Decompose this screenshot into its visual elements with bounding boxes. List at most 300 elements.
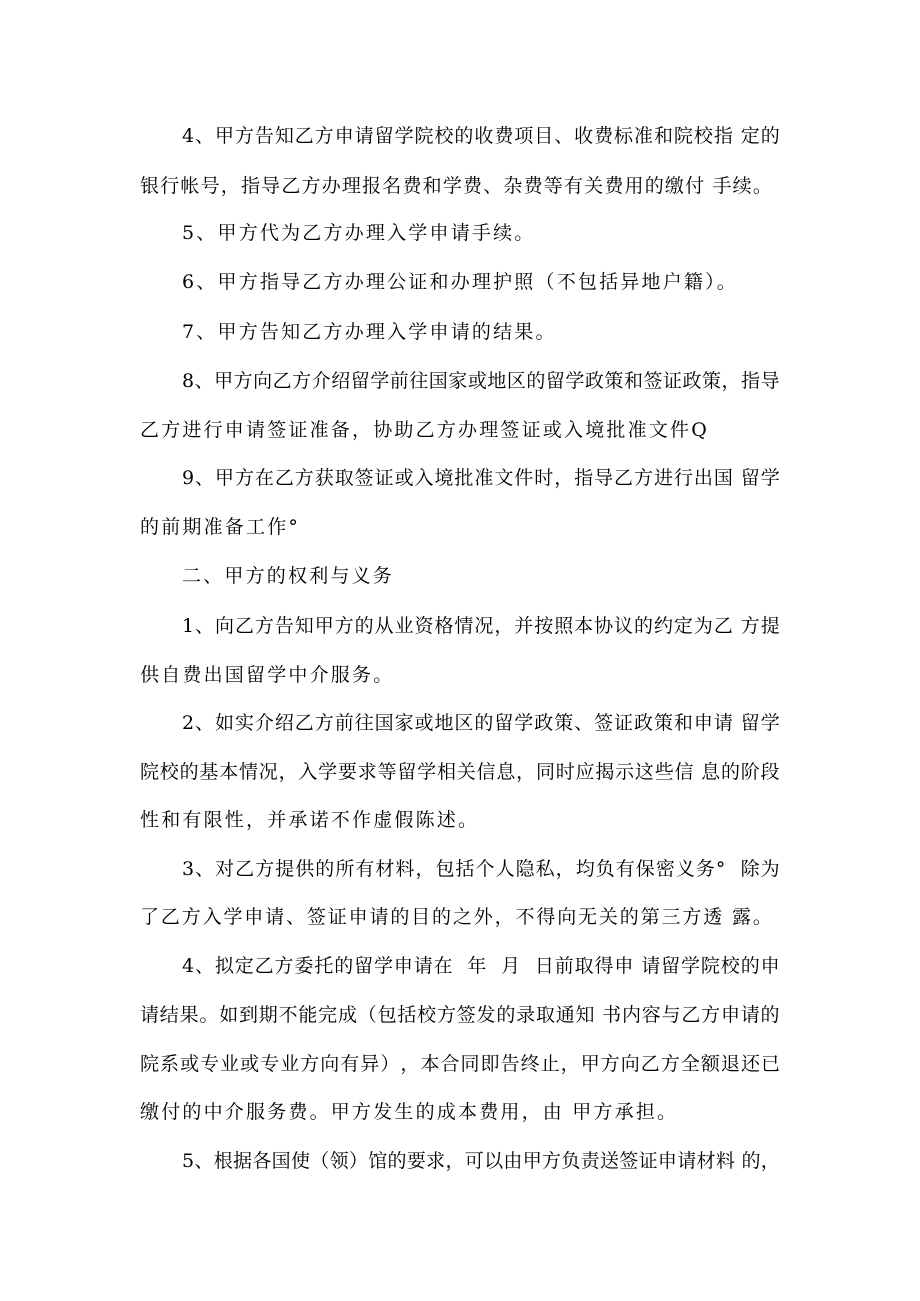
line-character: 阶	[740, 761, 760, 783]
line-character: 有	[355, 858, 375, 880]
line-character: 的	[720, 761, 740, 783]
line-character: 发	[476, 1004, 496, 1026]
line-character: 除	[740, 858, 760, 880]
line-character	[460, 954, 466, 978]
line-character: （	[310, 1150, 330, 1172]
line-character: 签	[619, 1150, 639, 1172]
line-character: 完	[318, 1004, 338, 1026]
line-character: 托	[314, 955, 334, 977]
line-character: 告	[254, 125, 274, 147]
line-character: 绍	[331, 370, 351, 392]
line-character: 校	[434, 125, 454, 147]
line-character: 录	[516, 1004, 536, 1026]
line-character: 、	[194, 1150, 214, 1172]
line-character: 本	[219, 761, 239, 783]
line-character: 行	[160, 175, 180, 197]
line-character: 方	[233, 370, 253, 392]
line-character: 按	[534, 615, 554, 637]
paragraph-line	[182, 124, 780, 148]
line-character: 应	[575, 761, 595, 783]
line-character: 私	[535, 858, 555, 880]
line-character: 地	[487, 370, 507, 392]
line-character: 系	[160, 1053, 180, 1075]
line-character: 费	[463, 175, 483, 197]
paragraph-line: 6、甲方指导乙方办理公证和办理护照（不包括异地户籍）。	[182, 271, 738, 293]
line-character: 往	[409, 370, 429, 392]
line-character: 4	[182, 955, 195, 977]
line-character: 的	[474, 712, 494, 734]
line-character: 签	[643, 370, 663, 392]
line-character: 费	[594, 125, 614, 147]
line-character: 了	[140, 906, 160, 928]
line-character: 指	[741, 370, 761, 392]
line-character: ，	[760, 1150, 780, 1172]
line-character: 息	[496, 761, 516, 783]
line-character: 的	[634, 615, 654, 637]
line-character: 校	[417, 1004, 437, 1026]
line-character: 的	[179, 761, 199, 783]
line-character: 导	[261, 175, 281, 197]
line-character: 日	[534, 955, 554, 977]
line-character: 学	[370, 370, 390, 392]
line-character: 义	[675, 858, 695, 880]
line-character: 策	[604, 370, 624, 392]
line-character: 学	[394, 125, 414, 147]
line-character: 业	[280, 1053, 300, 1075]
line-character: 政	[634, 712, 654, 734]
line-character: 第	[640, 906, 660, 928]
line-character: 括	[397, 1004, 417, 1026]
line-character: 的	[741, 1150, 761, 1172]
line-character: 手	[712, 175, 732, 197]
line-character: 责	[580, 1150, 600, 1172]
line-character: 为	[760, 858, 780, 880]
line-character: 求	[357, 761, 377, 783]
line-character: 准	[474, 467, 494, 489]
line-character: 的	[432, 906, 452, 928]
line-character: 入	[202, 906, 222, 928]
line-character: 签	[306, 906, 326, 928]
line-character: 境	[434, 467, 454, 489]
line-character: ，	[415, 858, 435, 880]
line-character	[705, 174, 711, 198]
line-character: 或	[414, 712, 434, 734]
line-character: 乙	[254, 955, 274, 977]
line-character: 况	[258, 761, 278, 783]
line-character: 乙	[614, 467, 634, 489]
line-character: 均	[575, 858, 595, 880]
line-character: 议	[614, 615, 634, 637]
line-character: 银	[140, 175, 160, 197]
line-character: 关	[456, 761, 476, 783]
line-character: 申	[614, 955, 634, 977]
line-character: 号	[200, 175, 220, 197]
line-character: ，	[555, 858, 575, 880]
line-character: 收	[574, 125, 594, 147]
line-character: 乙	[274, 467, 294, 489]
line-character: 业	[220, 1053, 240, 1075]
line-character: 国	[271, 1150, 291, 1172]
line-character	[694, 760, 700, 784]
line-character: 馆	[368, 1150, 388, 1172]
line-character: 方	[300, 1053, 320, 1075]
line-character: 乙	[160, 906, 180, 928]
line-character: 关	[584, 175, 604, 197]
line-character: 方	[234, 125, 254, 147]
line-character: 合	[440, 1053, 460, 1075]
paragraph-line	[140, 905, 772, 929]
line-character: 或	[180, 1053, 200, 1075]
line-character: 向	[253, 370, 273, 392]
line-character: 家	[448, 370, 468, 392]
line-character: 无	[578, 906, 598, 928]
paragraph-line: 性和有限性，并承诺不作虚假陈述。	[140, 809, 480, 831]
line-character: °	[715, 858, 726, 880]
line-character: 证	[662, 370, 682, 392]
line-character: 方	[660, 1053, 680, 1075]
line-character: 乙	[272, 370, 292, 392]
line-character: 乙	[294, 125, 314, 147]
line-character: 已	[760, 1053, 780, 1075]
line-character: 保	[635, 858, 655, 880]
line-character: 证	[374, 467, 394, 489]
line-character: 不	[278, 1004, 298, 1026]
line-character: 准	[634, 125, 654, 147]
paragraph-line	[182, 369, 780, 393]
line-character: 方	[255, 858, 275, 880]
line-character: 甲	[214, 125, 234, 147]
line-character: 括	[455, 858, 475, 880]
line-character	[724, 905, 730, 929]
line-character: 异	[360, 1053, 380, 1075]
line-character: 费	[523, 175, 543, 197]
line-character: 留	[740, 712, 760, 734]
line-character: 、	[483, 175, 503, 197]
line-character: 院	[140, 1053, 160, 1075]
line-character: 方	[542, 1150, 562, 1172]
line-character: ，	[554, 467, 574, 489]
line-character: 、	[195, 125, 215, 147]
line-character: 杂	[503, 175, 523, 197]
line-character: 定	[234, 955, 254, 977]
line-character: 方	[234, 467, 254, 489]
line-character	[521, 954, 527, 978]
line-character: ，	[220, 175, 240, 197]
line-character: 办	[321, 175, 341, 197]
line-character: 请	[140, 1004, 160, 1026]
line-character: 申	[657, 1150, 677, 1172]
paragraph-line	[182, 466, 780, 490]
line-character: 件	[514, 467, 534, 489]
line-character: 外	[473, 906, 493, 928]
paragraph-line: 乙方进行申请签证准备，协助乙方办理签证或入境批准文件Q	[140, 419, 709, 441]
line-character: 即	[480, 1053, 500, 1075]
line-character: 如	[219, 1004, 239, 1026]
line-character	[734, 614, 740, 638]
paragraph-line	[182, 954, 780, 978]
line-character: 学	[223, 906, 243, 928]
paragraph-line	[140, 174, 772, 198]
line-character: 国	[428, 370, 448, 392]
line-character: 还	[740, 1053, 760, 1075]
line-character: 材	[696, 1150, 716, 1172]
line-character: 地	[434, 712, 454, 734]
line-character: 名	[382, 175, 402, 197]
line-character: 等	[543, 175, 563, 197]
line-character: 的	[760, 1004, 780, 1026]
line-character: 前	[389, 370, 409, 392]
line-character: 费	[494, 125, 514, 147]
line-character: ，	[560, 1053, 580, 1075]
line-character	[726, 857, 732, 881]
line-character: 方	[682, 906, 702, 928]
line-character	[595, 1003, 601, 1027]
line-character: 目	[534, 125, 554, 147]
line-character: 的	[740, 955, 760, 977]
line-character: 留	[494, 712, 514, 734]
line-character: 露	[731, 906, 751, 928]
line-character: 信	[476, 761, 496, 783]
line-character: 、	[194, 955, 214, 977]
line-character: 签	[456, 1004, 476, 1026]
line-character: 留	[354, 955, 374, 977]
line-character: 批	[454, 467, 474, 489]
section-heading: 二、甲方的权利与义务	[182, 565, 395, 587]
line-character: 定	[673, 615, 693, 637]
line-character: 、	[554, 125, 574, 147]
line-character: 况	[474, 615, 494, 637]
line-character: 收	[474, 125, 494, 147]
line-character: 区	[506, 370, 526, 392]
line-character: 在	[254, 467, 274, 489]
line-character: 校	[693, 125, 713, 147]
line-character: 校	[720, 955, 740, 977]
line-character: 到	[238, 1004, 258, 1026]
line-character: 方	[334, 615, 354, 637]
line-character: 策	[702, 370, 722, 392]
line-character: 内	[621, 1004, 641, 1026]
line-character: 与	[661, 1004, 681, 1026]
line-character: 学	[514, 712, 534, 734]
line-character: 缴	[664, 175, 684, 197]
line-character: 的	[454, 125, 474, 147]
line-character: 的	[315, 858, 335, 880]
line-character: 方	[600, 1053, 620, 1075]
line-character: 段	[760, 761, 780, 783]
line-character: 照	[554, 615, 574, 637]
line-character: 、	[195, 467, 215, 489]
line-character: 政	[534, 712, 554, 734]
line-character: ）	[380, 1053, 400, 1075]
line-character: 和	[623, 370, 643, 392]
paragraph-line	[182, 711, 780, 735]
line-character: 。	[752, 175, 772, 197]
line-character: 成	[337, 1004, 357, 1026]
line-character: 信	[674, 761, 694, 783]
line-character: 获	[314, 467, 334, 489]
line-character: 材	[375, 858, 395, 880]
paragraph-line: 的前期准备工作°	[140, 516, 301, 538]
line-character: 供	[295, 858, 315, 880]
line-character: 甲	[314, 615, 334, 637]
line-character	[487, 954, 493, 978]
line-character: 请	[265, 906, 285, 928]
line-character: 领	[329, 1150, 349, 1172]
line-character: 各	[252, 1150, 272, 1172]
line-character: 。	[752, 906, 772, 928]
line-character: 向	[214, 615, 234, 637]
line-character: 签	[594, 712, 614, 734]
line-character: 甲	[522, 1150, 542, 1172]
line-character: 由	[503, 1150, 523, 1172]
line-character: 前	[334, 712, 354, 734]
line-character: 要	[337, 761, 357, 783]
line-character: 留	[374, 125, 394, 147]
line-character: ，	[516, 761, 536, 783]
paragraph-line	[140, 760, 780, 784]
line-character: 不	[515, 906, 535, 928]
line-character: 用	[624, 175, 644, 197]
paragraph-line	[140, 1003, 780, 1027]
line-character	[528, 954, 534, 978]
line-character: 果	[179, 1004, 199, 1026]
line-character: 留	[350, 370, 370, 392]
line-character: 学	[373, 955, 393, 977]
line-character	[734, 857, 740, 881]
line-character: 知	[274, 125, 294, 147]
line-character: 和	[653, 125, 673, 147]
line-character: 乙	[235, 858, 255, 880]
paragraph-line: 7、甲方告知乙方办理入学申请的结果。	[182, 321, 557, 343]
line-character: 申	[720, 1004, 740, 1026]
line-character: 等	[377, 761, 397, 783]
line-character	[494, 954, 500, 978]
paragraph-line: 供自费出国留学中介服务。	[140, 664, 395, 686]
line-character: 院	[414, 125, 434, 147]
line-character: 乙	[294, 712, 314, 734]
line-character: ，	[278, 761, 298, 783]
line-character: 使	[290, 1150, 310, 1172]
line-character: 包	[435, 858, 455, 880]
line-character: 方	[436, 1004, 456, 1026]
line-character: 进	[653, 467, 673, 489]
line-character: 情	[454, 615, 474, 637]
line-character: 学	[760, 712, 780, 734]
line-character: 出	[693, 467, 713, 489]
line-character: 、	[194, 370, 214, 392]
line-character: 行	[673, 467, 693, 489]
line-character: 根	[213, 1150, 233, 1172]
line-character: 方	[294, 467, 314, 489]
line-character: 策	[554, 712, 574, 734]
line-character: 申	[760, 955, 780, 977]
line-character: 导	[594, 467, 614, 489]
line-character: 有	[563, 175, 583, 197]
line-character: 1	[182, 615, 195, 637]
line-character	[634, 954, 640, 978]
line-character: 之	[452, 906, 472, 928]
line-character: 方	[740, 615, 760, 637]
line-character: 国	[713, 467, 733, 489]
line-character: 如	[214, 712, 234, 734]
line-character: 申	[393, 955, 413, 977]
line-character: 以	[484, 1150, 504, 1172]
line-character: 的	[526, 370, 546, 392]
line-character: 乙	[713, 615, 733, 637]
line-character: 本	[420, 1053, 440, 1075]
line-character: 介	[311, 370, 331, 392]
line-character: 的	[619, 906, 639, 928]
line-character: 示	[615, 761, 635, 783]
line-character: 送	[599, 1150, 619, 1172]
line-character: ，	[445, 1150, 465, 1172]
line-character: 策	[653, 712, 673, 734]
line-character: 介	[254, 712, 274, 734]
line-character: 留	[397, 761, 417, 783]
line-character: 申	[334, 125, 354, 147]
line-character: 相	[436, 761, 456, 783]
line-character: 要	[406, 1150, 426, 1172]
line-character: 本	[574, 615, 594, 637]
line-character: 包	[377, 1004, 397, 1026]
line-character: 方	[301, 175, 321, 197]
line-character: 项	[514, 125, 534, 147]
line-character: 3	[182, 858, 195, 880]
line-character: 额	[700, 1053, 720, 1075]
line-character: 的	[496, 1004, 516, 1026]
line-character: 费	[604, 175, 624, 197]
line-character: 向	[557, 906, 577, 928]
line-character	[734, 124, 740, 148]
line-character: 学	[318, 761, 338, 783]
line-character: 向	[620, 1053, 640, 1075]
line-character: 指	[240, 175, 260, 197]
line-character: 签	[354, 467, 374, 489]
line-character: 乙	[640, 1053, 660, 1075]
line-character: 请	[713, 712, 733, 734]
line-character: 能	[298, 1004, 318, 1026]
line-character: 告	[274, 615, 294, 637]
line-character: 定	[740, 125, 760, 147]
line-character: ，	[494, 906, 514, 928]
line-character: 方	[292, 370, 312, 392]
line-character: ，	[400, 1053, 420, 1075]
line-character: 院	[673, 125, 693, 147]
line-character: 往	[354, 712, 374, 734]
line-character: 2	[182, 712, 195, 734]
line-character: 院	[700, 955, 720, 977]
line-character: 、	[195, 615, 215, 637]
line-character: 请	[413, 955, 433, 977]
line-character: 或	[394, 467, 414, 489]
line-character: 情	[238, 761, 258, 783]
line-character: 三	[661, 906, 681, 928]
line-character: 所	[335, 858, 355, 880]
line-character: 续	[732, 175, 752, 197]
line-character: 付	[685, 175, 705, 197]
line-character: 同	[535, 761, 555, 783]
line-character: 学	[681, 955, 701, 977]
line-character: 全	[680, 1053, 700, 1075]
line-character: 料	[715, 1150, 735, 1172]
line-character: 申	[244, 906, 264, 928]
line-character: 、	[195, 712, 215, 734]
line-character: ）	[348, 1150, 368, 1172]
line-character: 。	[199, 1004, 219, 1026]
line-character: 知	[575, 1004, 595, 1026]
line-character: 或	[240, 1053, 260, 1075]
line-character: 方	[634, 467, 654, 489]
